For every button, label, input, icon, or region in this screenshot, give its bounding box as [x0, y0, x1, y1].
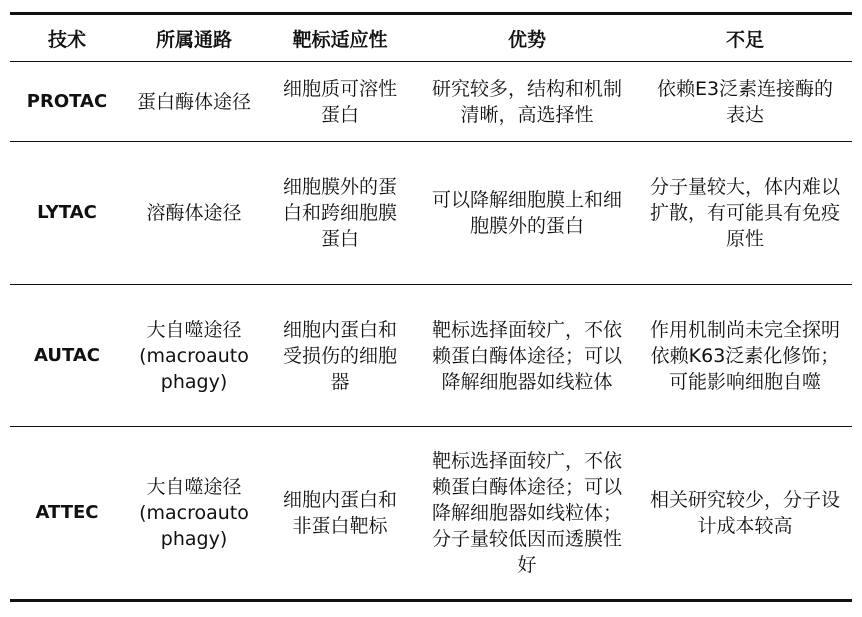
cell-tech: LYTAC	[37, 202, 97, 223]
header-advantage: 优势	[507, 28, 546, 51]
cell-tech: ATTEC	[35, 502, 99, 523]
cell-disadvantage: 作用机制尚未完全探明依赖K63泛素化修饰；可能影响细胞自噬	[649, 318, 840, 393]
cell-advantage: 靶标选择面较广，不依赖蛋白酶体途径；可以降解细胞器如线粒体	[431, 318, 622, 393]
cell-advantage: 靶标选择面较广，不依赖蛋白酶体途径；可以降解细胞器如线粒体；分子量较低因而透膜性好	[431, 450, 622, 576]
header-row	[10, 14, 852, 62]
cell-disadvantage: 相关研究较少，分子设计成本较高	[649, 489, 840, 537]
cell-disadvantage: 依赖E3泛素连接酶的表达	[656, 77, 834, 126]
cell-target: 细胞内蛋白和非蛋白靶标	[282, 489, 397, 537]
cell-advantage: 研究较多，结构和机制清晰，高选择性	[431, 77, 622, 126]
cell-tech: PROTAC	[26, 90, 108, 112]
cell-target: 细胞内蛋白和受损伤的细胞器	[282, 318, 397, 393]
header-pathway: 所属通路	[155, 28, 232, 51]
cell-pathway: 大自噬途径(macroautophagy)	[139, 476, 249, 550]
header-tech: 技术	[47, 28, 86, 51]
comparison-table	[10, 12, 852, 602]
table-row	[10, 142, 852, 285]
cell-pathway: 蛋白酶体途径	[136, 90, 251, 113]
table-header	[10, 14, 852, 62]
cell-disadvantage: 分子量较大，体内难以扩散，有可能具有免疫原性	[649, 176, 840, 250]
table-row	[10, 62, 852, 142]
header-target: 靶标适应性	[292, 28, 388, 51]
header-disadvantage: 不足	[725, 28, 764, 51]
cell-advantage: 可以降解细胞膜上和细胞膜外的蛋白	[431, 189, 622, 237]
cell-target: 细胞膜外的蛋白和跨细胞膜蛋白	[282, 176, 397, 250]
cell-target: 细胞质可溶性蛋白	[282, 77, 397, 126]
table-row	[10, 285, 852, 427]
table-body	[10, 62, 852, 601]
cell-tech: AUTAC	[33, 344, 100, 366]
cell-pathway: 大自噬途径(macroautophagy)	[139, 318, 249, 393]
table-row	[10, 427, 852, 601]
cell-pathway: 溶酶体途径	[146, 202, 242, 224]
